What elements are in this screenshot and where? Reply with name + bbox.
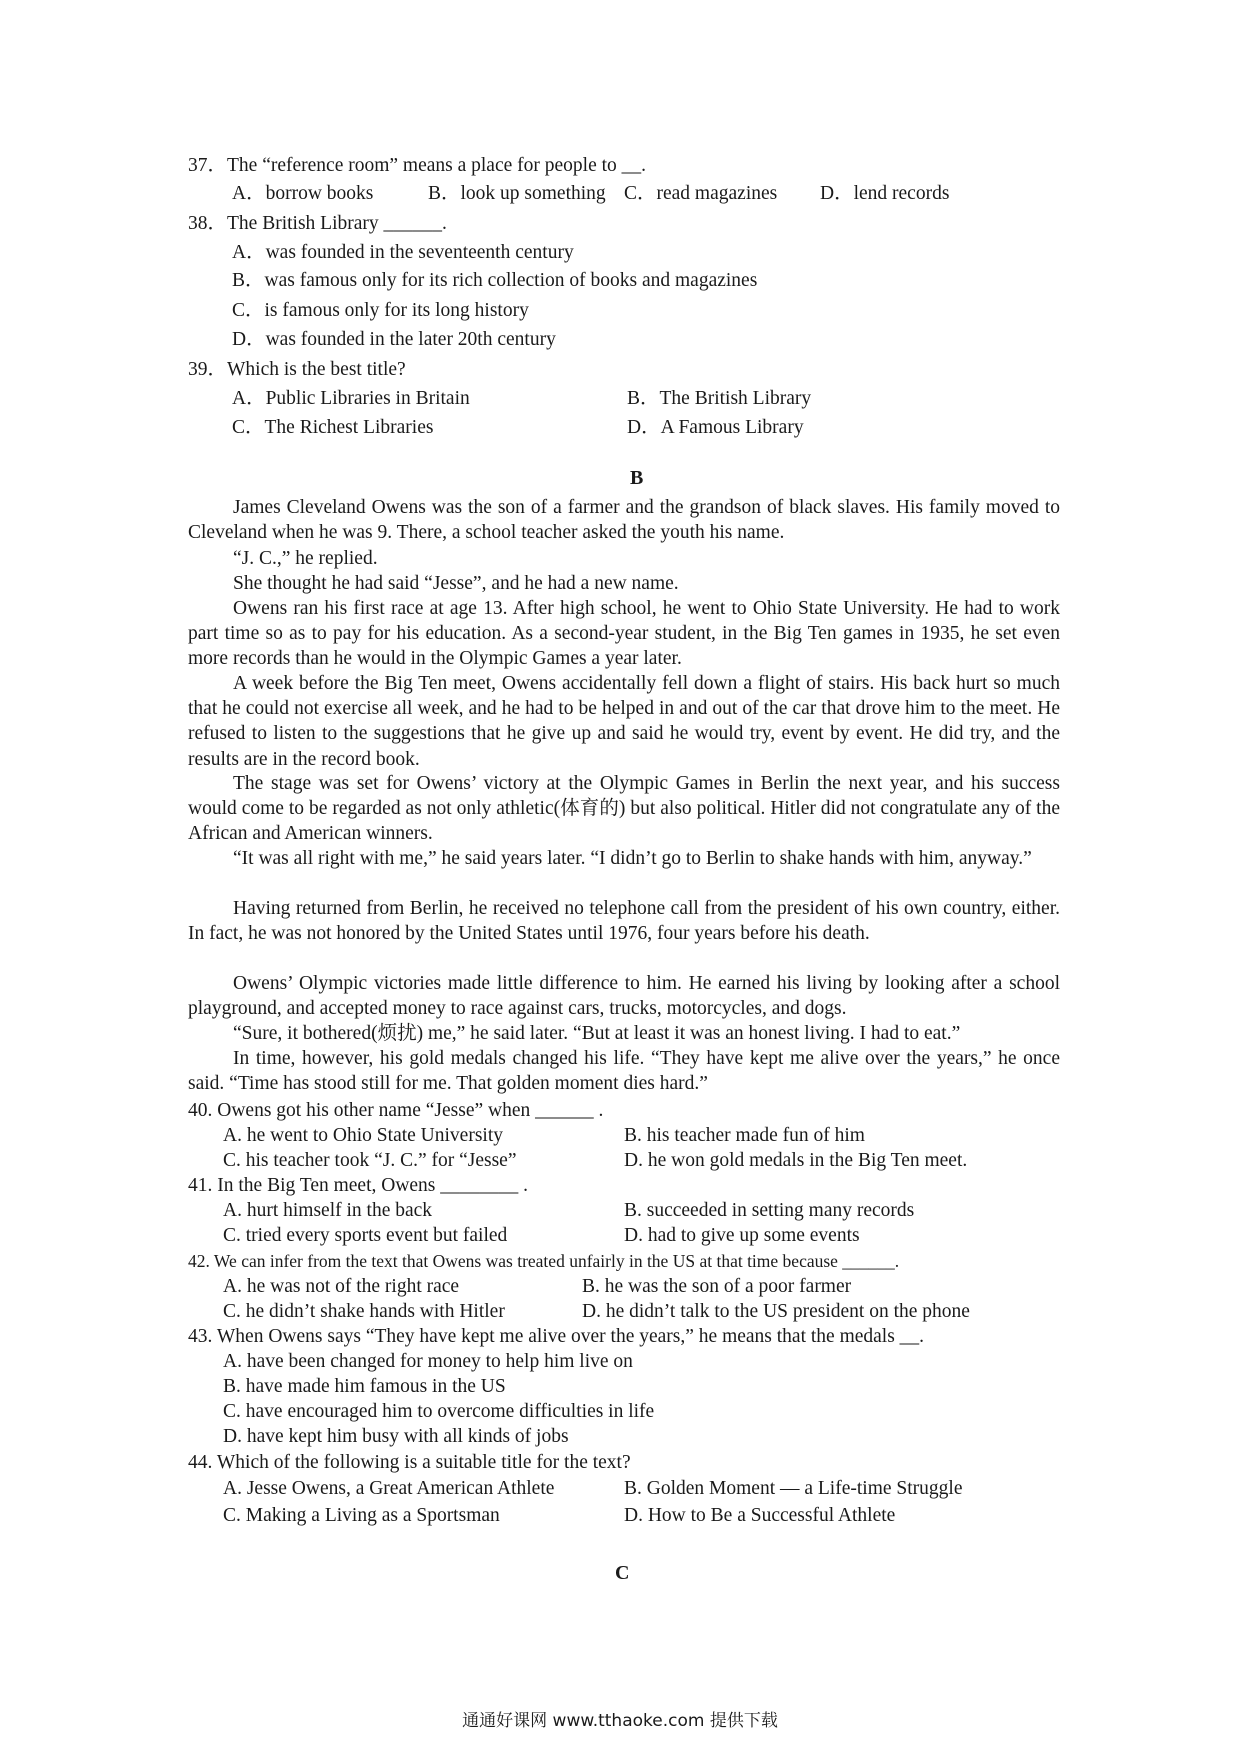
- question-43-option-b: B. have made him famous in the US: [223, 1376, 506, 1397]
- question-39-option-d: D．A Famous Library: [627, 417, 804, 438]
- question-38-stem: 38．The British Library ______.: [188, 213, 447, 234]
- passage-paragraph: The stage was set for Owens’ victory at the Olympic Games in Berlin the next year, and his success would come to be regarded as not only athletic(体育的) but also political. Hitler did not congratulate any of the African and American winners.: [188, 773, 1060, 845]
- passage-paragraph: “It was all right with me,” he said years later. “I didn’t go to Berlin to shake hands with him, anyway.”: [233, 848, 1032, 869]
- question-42-option-d: D. he didn’t talk to the US president on the phone: [582, 1301, 970, 1322]
- question-40-option-c: C. his teacher took “J. C.” for “Jesse”: [223, 1150, 517, 1171]
- question-38-option-d: D．was founded in the later 20th century: [232, 329, 556, 350]
- question-37-option-c: C．read magazines: [624, 183, 778, 204]
- question-41-option-d: D. had to give up some events: [624, 1225, 860, 1246]
- question-39-option-a: A．Public Libraries in Britain: [232, 388, 470, 409]
- question-41-option-c: C. tried every sports event but failed: [223, 1225, 508, 1246]
- question-39-option-b: B．The British Library: [627, 388, 812, 409]
- passage-paragraph: Owens’ Olympic victories made little difference to him. He earned his living by looking after a school playground, and accepted money to race against cars, trucks, motorcycles, and dogs.: [188, 973, 1060, 1020]
- question-44-option-c: C. Making a Living as a Sportsman: [223, 1505, 500, 1526]
- section-c-heading: C: [615, 1562, 630, 1584]
- question-41-option-b: B. succeeded in setting many records: [624, 1200, 915, 1221]
- passage-paragraph: A week before the Big Ten meet, Owens accidentally fell down a flight of stairs. His back hurt so much that he could not exercise all week, and he had to be helped in and out of the car that drove him to the meet. He refused to listen to the suggestions that he give up and said he would try, event by event. He did try, and the results are in the record book.: [188, 673, 1060, 770]
- passage-paragraph: “J. C.,” he replied.: [233, 548, 378, 569]
- question-37-stem: 37．The “reference room” means a place for people to __.: [188, 155, 647, 176]
- question-42-stem: 42. We can infer from the text that Owens was treated unfairly in the US at that time because ______.: [188, 1251, 900, 1271]
- question-37-option-a: A．borrow books: [232, 183, 374, 204]
- question-42-option-c: C. he didn’t shake hands with Hitler: [223, 1301, 505, 1322]
- question-42-option-b: B. he was the son of a poor farmer: [582, 1276, 852, 1297]
- passage-paragraph: Owens ran his first race at age 13. After high school, he went to Ohio State University. He had to work part time so as to pay for his education. As a second-year student, in the Big Ten games in 1935, he set even more records than he would in the Olympic Games a year later.: [188, 598, 1060, 670]
- question-40-option-a: A. he went to Ohio State University: [223, 1125, 503, 1146]
- question-43-option-d: D. have kept him busy with all kinds of jobs: [223, 1426, 569, 1447]
- passage-paragraph: She thought he had said “Jesse”, and he had a new name.: [233, 573, 679, 594]
- question-39-option-c: C．The Richest Libraries: [232, 417, 434, 438]
- question-43-stem: 43. When Owens says “They have kept me alive over the years,” he means that the medals __.: [188, 1326, 925, 1347]
- question-44-option-d: D. How to Be a Successful Athlete: [624, 1505, 896, 1526]
- question-40-option-d: D. he won gold medals in the Big Ten meet.: [624, 1150, 968, 1171]
- question-41-stem: 41. In the Big Ten meet, Owens ________ .: [188, 1175, 529, 1196]
- question-38-option-a: A．was founded in the seventeenth century: [232, 242, 574, 263]
- question-41-option-a: A. hurt himself in the back: [223, 1200, 433, 1221]
- question-44-option-a: A. Jesse Owens, a Great American Athlete: [223, 1478, 555, 1499]
- passage-paragraph: James Cleveland Owens was the son of a farmer and the grandson of black slaves. His family moved to Cleveland when he was 9. There, a school teacher asked the youth his name.: [188, 497, 1060, 544]
- section-b-heading: B: [630, 467, 644, 489]
- question-42-option-a: A. he was not of the right race: [223, 1276, 460, 1297]
- question-44-stem: 44. Which of the following is a suitable title for the text?: [188, 1452, 631, 1473]
- question-40-option-b: B. his teacher made fun of him: [624, 1125, 865, 1146]
- question-39-stem: 39．Which is the best title?: [188, 359, 406, 380]
- passage-paragraph: In time, however, his gold medals changed his life. “They have kept me alive over the years,” he once said. “Time has stood still for me. That golden moment dies hard.”: [188, 1048, 1060, 1095]
- passage-paragraph: Having returned from Berlin, he received no telephone call from the president of his own country, either. In fact, he was not honored by the United States until 1976, four years before his death.: [188, 898, 1060, 945]
- question-40-stem: 40. Owens got his other name “Jesse” when ______ .: [188, 1100, 604, 1121]
- passage-paragraph: “Sure, it bothered(烦扰) me,” he said later. “But at least it was an honest living. I had to eat.”: [233, 1023, 961, 1044]
- question-43-option-c: C. have encouraged him to overcome difficulties in life: [223, 1401, 655, 1422]
- question-37-option-d: D．lend records: [820, 183, 950, 204]
- page-footer: 通通好课网 www.tthaoke.com 提供下载: [462, 1711, 778, 1731]
- question-37-option-b: B．look up something: [428, 183, 606, 204]
- question-38-option-b: B．was famous only for its rich collection of books and magazines: [232, 270, 758, 291]
- question-38-option-c: C．is famous only for its long history: [232, 300, 529, 321]
- question-43-option-a: A. have been changed for money to help him live on: [223, 1351, 633, 1372]
- question-44-option-b: B. Golden Moment — a Life-time Struggle: [624, 1478, 963, 1499]
